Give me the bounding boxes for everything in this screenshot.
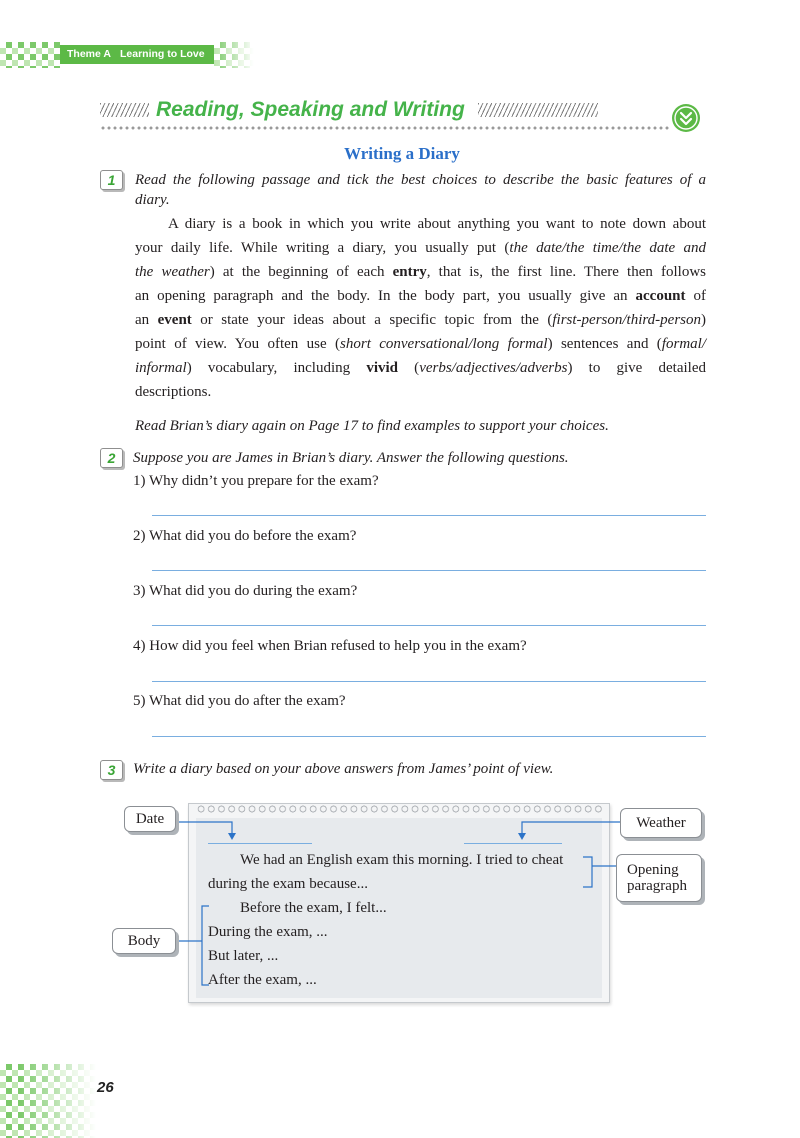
choice-options: the date/the time/the date and: [509, 240, 706, 256]
passage-text: your daily life. While writing a diary, you usually put (: [135, 240, 510, 256]
hatch-decoration-right: [478, 103, 598, 117]
passage-line: [135, 332, 706, 356]
passage-text: ) at the beginning of each: [209, 264, 393, 280]
passage-line: [135, 212, 706, 236]
passage-line: [135, 380, 706, 404]
opening-paragraph-label: Opening paragraph: [616, 854, 702, 902]
double-chevron-down-icon[interactable]: [671, 103, 701, 133]
answer-line-5: [152, 736, 706, 737]
diary-line-5: But later, ...: [208, 948, 279, 964]
keyword-bold: vivid: [366, 360, 398, 376]
diary-line-1: We had an English exam this morning. I tried to cheat: [240, 852, 564, 868]
question-3: 3) What did you do during the exam?: [133, 583, 358, 599]
passage-line: [135, 260, 706, 284]
answer-line-1: [152, 515, 706, 516]
passage-line: [135, 308, 706, 332]
question-1: 1) Why didn’t you prepare for the exam?: [133, 473, 379, 489]
keyword-bold: entry: [392, 264, 427, 280]
passage-text: descriptions.: [135, 384, 212, 400]
task2-instruction: Suppose you are James in Brian’s diary. Answer the following questions.: [133, 450, 569, 466]
passage-text: or state your ideas about a specific topic from the (: [191, 312, 553, 328]
choice-options: short conversational/long formal: [340, 336, 548, 352]
date-label: Date: [124, 806, 176, 832]
question-4: 4) How did you feel when Brian refused to help you in the exam?: [133, 638, 527, 654]
theme-title: Learning to Love: [120, 48, 205, 60]
footer-pixel-pattern: [0, 1064, 96, 1138]
passage-text: ): [701, 312, 706, 328]
choice-options: informal: [135, 360, 187, 376]
answer-line-3: [152, 625, 706, 626]
answer-line-4: [152, 681, 706, 682]
passage-line: [135, 356, 706, 380]
passage-text: an opening paragraph and the body. In the body part, you usually give an: [135, 288, 636, 304]
task1-instruction-line-2: diary.: [135, 192, 170, 208]
passage-text: ) to give detailed: [567, 360, 706, 376]
task1-followup: Read Brian’s diary again on Page 17 to find examples to support your choices.: [135, 418, 609, 434]
diary-line-2: during the exam because...: [208, 876, 368, 892]
weather-blank-line: [464, 843, 562, 844]
task-number-3: 3: [100, 760, 123, 780]
page-subtitle: Writing a Diary: [344, 144, 460, 163]
passage-line: [135, 236, 706, 260]
choice-options: formal/: [661, 336, 706, 352]
theme-tab: [60, 45, 214, 64]
choice-options: first-person/third-person: [552, 312, 701, 328]
keyword-bold: event: [157, 312, 192, 328]
diary-passage: [135, 212, 706, 404]
body-label: Body: [112, 928, 176, 954]
hatch-decoration-left: [100, 103, 149, 117]
question-2: 2) What did you do before the exam?: [133, 528, 357, 544]
dotted-divider: [100, 126, 670, 130]
answer-line-2: [152, 570, 706, 571]
passage-text: ) vocabulary, including: [186, 360, 367, 376]
task-number-2: 2: [100, 448, 123, 468]
header-pixel-pattern-right: [214, 42, 254, 68]
spiral-rings: [196, 804, 604, 814]
task1-instruction-line-1: Read the following passage and tick the best choices to describe the basic features of a: [135, 172, 706, 188]
passage-text: an: [135, 312, 158, 328]
header-pixel-pattern-left: [0, 42, 60, 68]
keyword-bold: account: [635, 288, 686, 304]
page-number: 26: [97, 1079, 114, 1096]
section-title: Reading, Speaking and Writing: [156, 98, 465, 121]
choice-options: the weather: [135, 264, 210, 280]
passage-text: of: [685, 288, 706, 304]
diary-line-3: Before the exam, I felt...: [240, 900, 387, 916]
passage-line: [135, 284, 706, 308]
choice-options: verbs/adjectives/adverbs: [419, 360, 568, 376]
task-number-1: 1: [100, 170, 123, 190]
weather-label: Weather: [620, 808, 702, 838]
passage-text: point of view. You often use (: [135, 336, 341, 352]
question-5: 5) What did you do after the exam?: [133, 693, 346, 709]
passage-text: , that is, the first line. There then follows: [426, 264, 707, 280]
diary-line-4: During the exam, ...: [208, 924, 328, 940]
diary-line-6: After the exam, ...: [208, 972, 317, 988]
task3-instruction: Write a diary based on your above answers from James’ point of view.: [133, 761, 554, 777]
passage-text: (: [398, 360, 420, 376]
date-blank-line: [208, 843, 312, 844]
passage-text: A diary is a book in which you write about anything you want to note down about: [168, 216, 706, 232]
passage-text: ) sentences and (: [547, 336, 662, 352]
theme-label: Theme A: [67, 48, 111, 60]
